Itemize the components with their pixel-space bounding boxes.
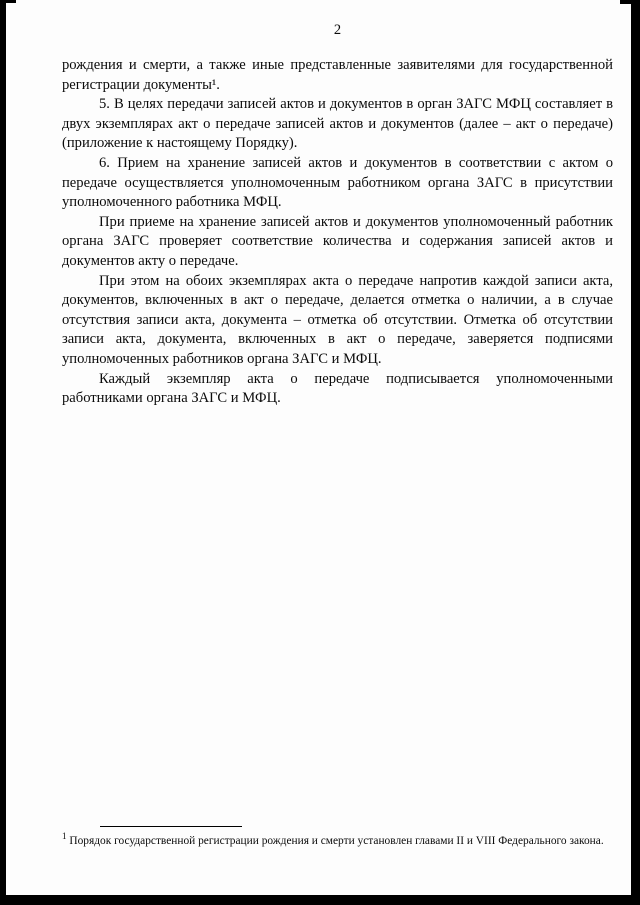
paragraph-signing: Каждый экземпляр акта о передаче подписывается уполномоченными работниками органа ЗАГС и МФЦ.: [62, 370, 613, 407]
paragraph-item-5: 5. В целях передачи записей актов и документов в орган ЗАГС МФЦ составляет в двух экземплярах акт о передаче записей актов и документов (далее – акт о передаче) (приложение к настоящему Порядку).: [62, 96, 613, 152]
page-number: 2: [333, 22, 342, 38]
scan-border-left: [0, 0, 6, 905]
footnote-separator-line: [100, 826, 242, 827]
paragraph-continuation: рождения и смерти, а также иные представленные заявителями для государственной регистрации документы¹.: [62, 57, 613, 93]
footnote-body: Порядок государственной регистрации рождения и смерти установлен главами II и VIII Федерального закона.: [69, 835, 604, 847]
scan-border-bottom: [0, 895, 640, 905]
footnote-marker: 1: [62, 831, 67, 842]
paragraph-item-6: 6. Прием на хранение записей актов и документов в соответствии с актом о передаче осуществляется уполномоченным работником органа ЗАГС в присутствии уполномоченного работника МФЦ.: [62, 154, 613, 211]
scan-border-top-right: [620, 0, 640, 4]
document-body: [62, 56, 613, 409]
footnote-text: [62, 831, 613, 848]
paragraph-marks: При этом на обоих экземплярах акта о передаче напротив каждой записи акта, документов, включенных в акт о передаче, делается отметка о наличии, а в случае отсутствия записи акта, документа – отметка об отсутствии. Отметка об отсутствии записи акта, документа, включенных в акт о передаче, заверяется подписями уполномоченных работников органа ЗАГС и МФЦ.: [62, 272, 613, 367]
scan-border-top-left: [0, 0, 16, 3]
scan-border-right: [631, 0, 640, 905]
footnote: [62, 826, 613, 848]
paragraph-acceptance-check: При приеме на хранение записей актов и документов уполномоченный работник органа ЗАГС проверяет соответствие количества и содержания записей актов и документов акту о передаче.: [62, 213, 613, 269]
